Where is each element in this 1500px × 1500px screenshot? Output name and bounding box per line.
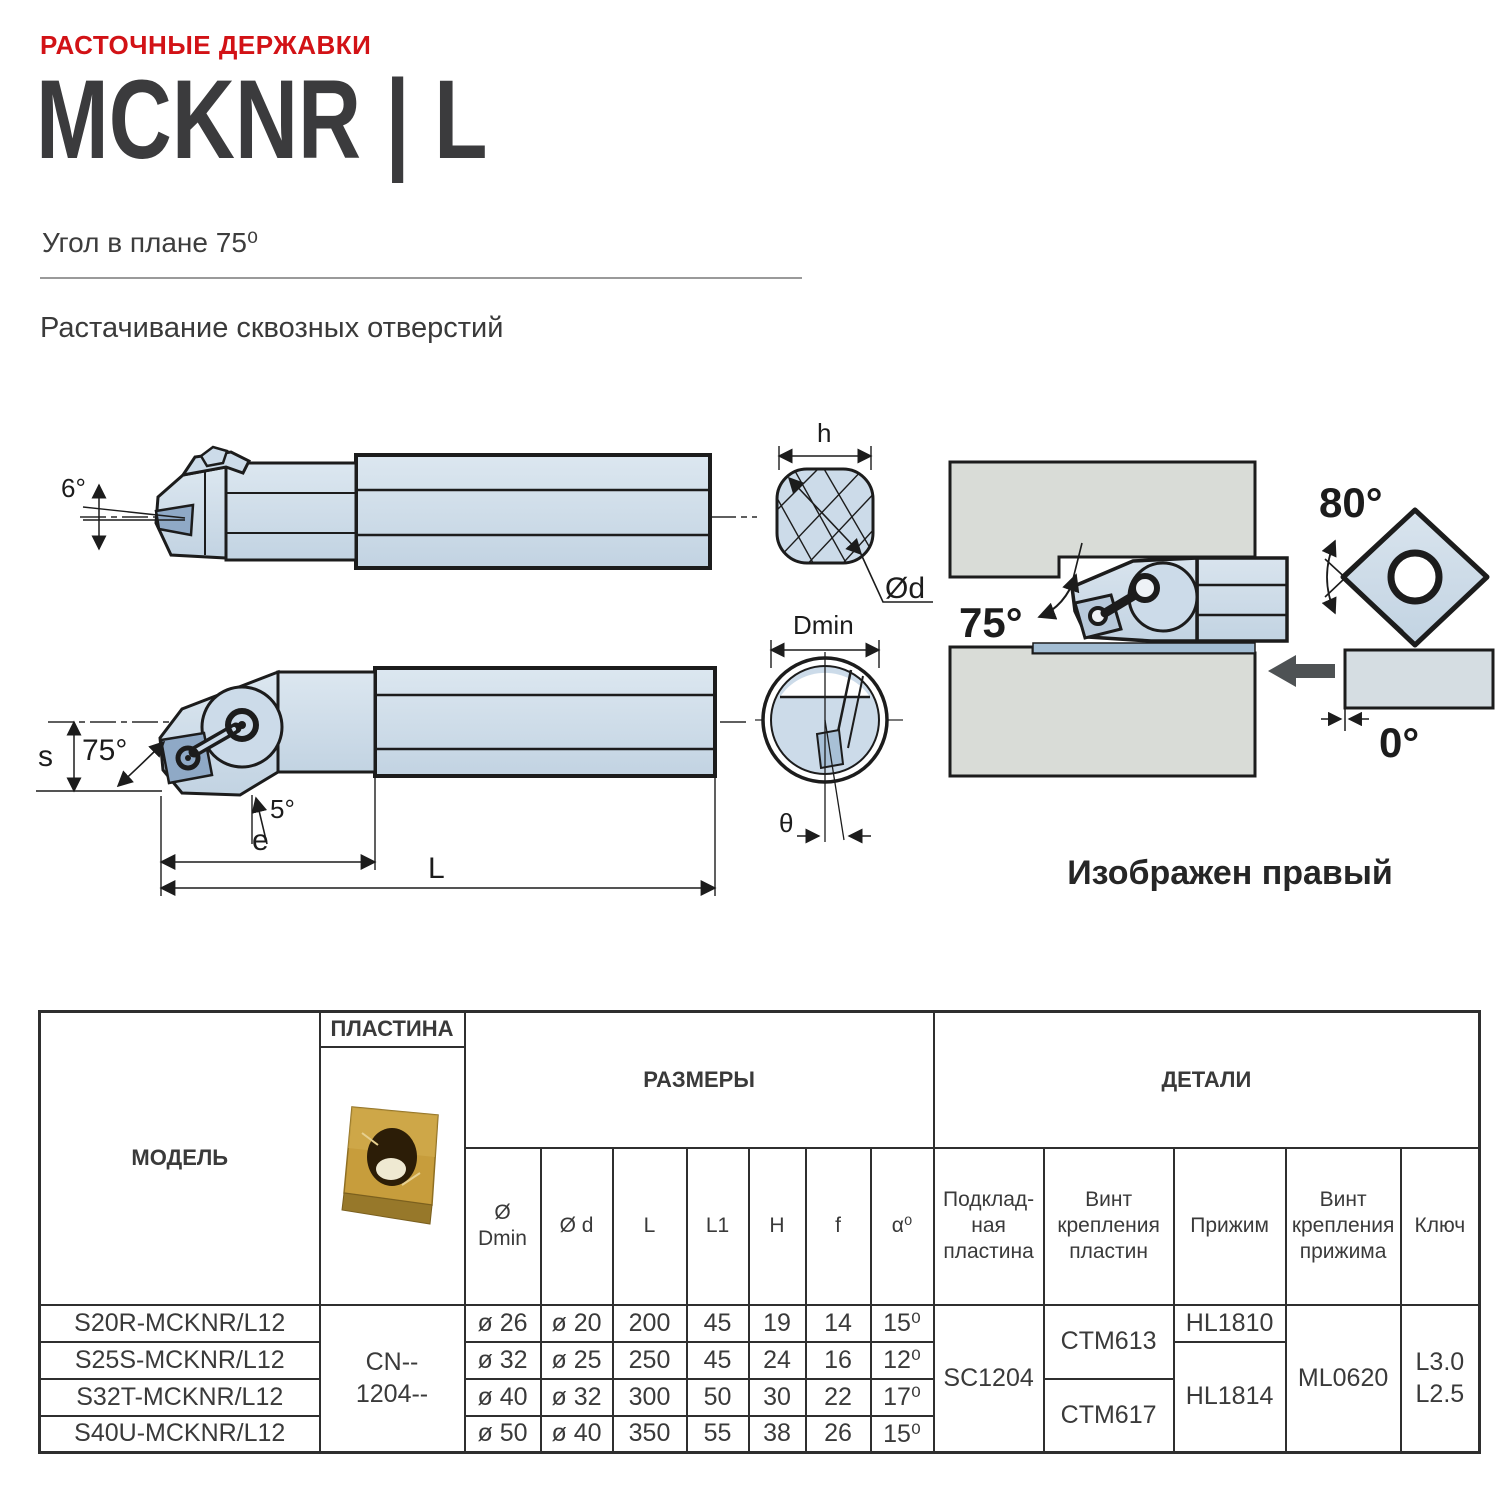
col-dmin: Ø Dmin	[465, 1148, 541, 1305]
dmin-label: Dmin	[793, 610, 854, 640]
insert-screw-cell-bottom: CTM617	[1044, 1379, 1174, 1453]
workpiece-lower	[950, 647, 1255, 776]
insert-angle-label: 80°	[1319, 479, 1383, 526]
insert-photo	[332, 1093, 452, 1253]
dmin-cell: ø 40	[465, 1379, 541, 1416]
h-cell: 38	[749, 1416, 806, 1453]
header-dimensions: РАЗМЕРЫ	[465, 1012, 934, 1148]
insert-hole-shine	[376, 1158, 406, 1180]
feed-arrow	[1268, 655, 1335, 687]
d-cell: ø 32	[541, 1379, 613, 1416]
col-clamp: Прижим	[1174, 1148, 1286, 1305]
e-label: e	[252, 824, 269, 857]
l-cell: 200	[613, 1305, 687, 1342]
bar-neck	[278, 672, 375, 772]
insert-hole	[1391, 553, 1439, 601]
machining-scheme-drawing	[935, 425, 1500, 905]
d-cell: ø 40	[541, 1416, 613, 1453]
bar-shank	[375, 668, 715, 776]
alpha-cell: 15⁰	[871, 1305, 934, 1342]
col-insert-screw: Винт крепления пластин	[1044, 1148, 1174, 1305]
wrench-cell: L3.0 L2.5	[1401, 1305, 1480, 1453]
side-view-drawing	[55, 425, 765, 660]
back-angle-label: 6°	[61, 473, 86, 503]
spec-table	[38, 1010, 1481, 1454]
header-insert: ПЛАСТИНА	[320, 1012, 465, 1047]
main-angle-label: 75°	[82, 734, 128, 767]
clearance-angle-label: 5°	[270, 794, 295, 824]
d-cell: ø 20	[541, 1305, 613, 1342]
header-details: ДЕТАЛИ	[934, 1012, 1480, 1148]
bar-shank	[1197, 558, 1287, 641]
d-cell: ø 25	[541, 1342, 613, 1379]
insert-photo-cell	[320, 1047, 465, 1305]
f-cell: 16	[806, 1342, 871, 1379]
l1-cell: 55	[687, 1416, 749, 1453]
drawing-caption: Изображен правый	[1067, 854, 1393, 892]
h-label: h	[817, 418, 832, 448]
subtitle-plan-angle: Угол в плане 75⁰	[42, 227, 259, 258]
l-label: L	[428, 852, 445, 885]
reference-bar	[1345, 650, 1493, 708]
l-cell: 350	[613, 1416, 687, 1453]
l-cell: 300	[613, 1379, 687, 1416]
l1-cell: 45	[687, 1342, 749, 1379]
l-cell: 250	[613, 1342, 687, 1379]
clamp-cell-top: HL1810	[1174, 1305, 1286, 1342]
alpha-cell: 15⁰	[871, 1416, 934, 1453]
main-angle-arc	[1039, 575, 1076, 617]
zero-angle-label: 0°	[1379, 719, 1420, 766]
h-cell: 30	[749, 1379, 806, 1416]
theta-label: θ	[779, 808, 794, 838]
f-cell: 14	[806, 1305, 871, 1342]
l1-cell: 50	[687, 1379, 749, 1416]
bar-neck	[226, 463, 356, 560]
cross-section-drawing	[755, 412, 955, 860]
model-cell: S40U-MCKNR/L12	[40, 1416, 320, 1453]
s-label: s	[38, 740, 53, 773]
clamp-screw	[1133, 576, 1157, 600]
h-cell: 24	[749, 1342, 806, 1379]
shim-plate-cell: SC1204	[934, 1305, 1044, 1453]
col-shim-plate: Подклад- ная пластина	[934, 1148, 1044, 1305]
divider-line	[40, 277, 802, 279]
l1-cell: 45	[687, 1305, 749, 1342]
col-h: H	[749, 1148, 806, 1305]
category-label: РАСТОЧНЫЕ ДЕРЖАВКИ	[40, 30, 372, 60]
h-cell: 19	[749, 1305, 806, 1342]
insert-screw-center	[185, 755, 191, 761]
col-f: f	[806, 1148, 871, 1305]
clamp-cell-bottom: HL1814	[1174, 1342, 1286, 1453]
model-cell: S20R-MCKNR/L12	[40, 1305, 320, 1342]
header-model: МОДЕЛЬ	[40, 1012, 320, 1305]
insert-code-cell: CN-- 1204--	[320, 1305, 465, 1453]
clamp-screw-head	[201, 447, 227, 466]
col-clamp-screw: Винт крепления прижима	[1286, 1148, 1401, 1305]
description-text: Растачивание сквозных отверстий	[40, 312, 504, 344]
model-cell: S25S-MCKNR/L12	[40, 1342, 320, 1379]
col-l1: L1	[687, 1148, 749, 1305]
model-cell: S32T-MCKNR/L12	[40, 1379, 320, 1416]
col-alpha: α⁰	[871, 1148, 934, 1305]
insert-angle-arc	[1327, 541, 1335, 613]
col-wrench: Ключ	[1401, 1148, 1480, 1305]
clamp-screw-center	[238, 721, 246, 729]
dmin-cell: ø 32	[465, 1342, 541, 1379]
insert-screw-cell-top: CTM613	[1044, 1305, 1174, 1379]
f-cell: 22	[806, 1379, 871, 1416]
clamp-screw-cell: ML0620	[1286, 1305, 1401, 1453]
plan-view-drawing	[30, 648, 760, 940]
alpha-cell: 17⁰	[871, 1379, 934, 1416]
bar-shank	[356, 455, 710, 568]
main-angle-label: 75°	[959, 599, 1023, 646]
diameter-label: Ød	[885, 572, 926, 605]
dmin-cell: ø 26	[465, 1305, 541, 1342]
col-d: Ø d	[541, 1148, 613, 1305]
machined-surface	[1033, 643, 1255, 653]
f-cell: 26	[806, 1416, 871, 1453]
dmin-cell: ø 50	[465, 1416, 541, 1453]
alpha-cell: 12⁰	[871, 1342, 934, 1379]
page-title: MCKNR | L	[36, 57, 488, 182]
col-l: L	[613, 1148, 687, 1305]
